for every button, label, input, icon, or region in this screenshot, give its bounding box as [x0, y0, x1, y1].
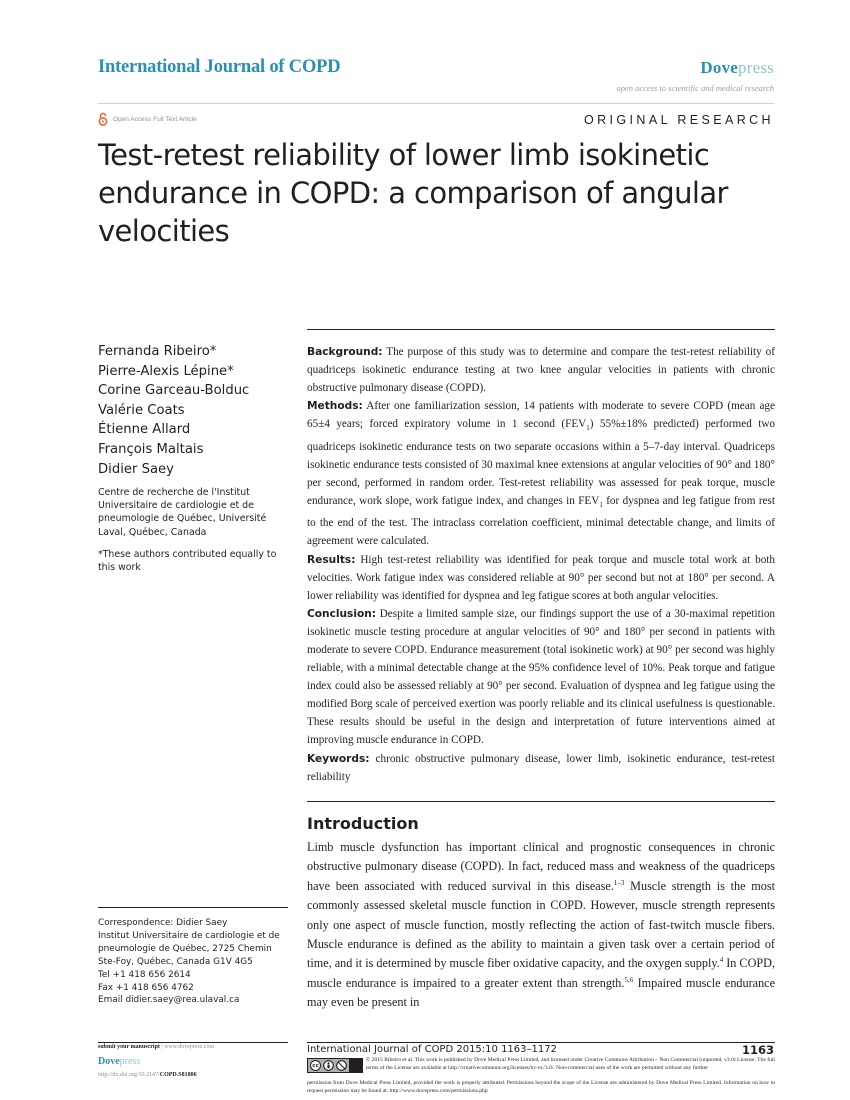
- author[interactable]: Didier Saey: [98, 461, 174, 477]
- introduction-heading: Introduction: [307, 814, 419, 833]
- footer-publisher-logo[interactable]: [98, 1056, 140, 1067]
- open-access-label: Open Access Full Text Article: [113, 115, 197, 123]
- article-type: ORIGINAL RESEARCH: [583, 113, 774, 127]
- results-label: Results:: [307, 553, 356, 566]
- license-text: © 2015 Ribeiro et al. This work is published by Dove Medical Press Limited, and licensed under Creative Commons Attribution – Non Commercial (unported, v3.0) License. The full terms of the License are available at http://creativecommons.org/licenses/by-nc/3.0/. Non-commercial uses of the work are permitted without any further: [366, 1057, 775, 1071]
- intro-text: Muscle strength is the most commonly assessed skeletal muscle function in COPD. However, muscle strength represents only one aspect of muscle function, mostly reflecting the action of fast-twitch muscle fibers. Muscle endurance is defined as the ability to maintain a given task over a certain period of time, and it is determined by muscle fiber oxidative capacity, and the oxygen supply.: [307, 878, 775, 971]
- journal-name[interactable]: International Journal of COPD: [98, 57, 341, 77]
- cc-icon: cc: [310, 1060, 321, 1071]
- correspondence-line: Fax +1 418 656 4762: [98, 982, 194, 993]
- methods-subscript: 1: [599, 501, 603, 510]
- abstract-keywords: [307, 750, 775, 786]
- author[interactable]: Fernanda Ribeiro*: [98, 344, 217, 359]
- open-access-lock-icon: [98, 112, 108, 126]
- keywords-label: Keywords:: [307, 752, 370, 765]
- correspondence-line: Tel +1 418 656 2614: [98, 969, 191, 980]
- footer-left-divider: [98, 1042, 288, 1043]
- article-title: Test-retest reliability of lower limb isokinetic endurance in COPD: a comparison of angular velocities: [98, 138, 728, 248]
- author[interactable]: François Maltais: [98, 441, 204, 457]
- correspondence-block: [98, 917, 290, 1007]
- publisher-logo[interactable]: [700, 58, 774, 78]
- results-text: High test-retest reliability was identified for peak torque and muscle total work at both velocities. Work fatigue index was considered reliable at 90° per second but not at 180° per second. A lower reliability was identified for dyspnea and leg fatigue scores at both angular velocities.: [307, 553, 776, 602]
- doi-link[interactable]: [98, 1072, 197, 1078]
- abstract-top-divider: [307, 329, 775, 330]
- correspondence-line: pneumologie de Québec, 2725 Chemin: [98, 943, 272, 954]
- author[interactable]: Pierre-Alexis Lépine*: [98, 363, 234, 379]
- intro-text: In COPD, muscle endurance is impaired to a greater extent than strength.: [307, 956, 775, 990]
- background-text: The purpose of this study was to determine and compare the test-retest reliability of quadriceps isokinetic endurance testing at two knee angular velocities in patients with chronic obstructive pulmonary disease (COPD).: [307, 346, 775, 395]
- methods-text: ) 55%±18% predicted) performed two quadriceps isokinetic endurance tests on two separate occasions within a 5–7-day interval. Quadriceps isokinetic endurance tests consisted of 30 maximal knee extensions at angular velocities of 90° and 180° per second, performed in random order. Test-retest reliability was assessed for peak torque, muscle endurance, work slope, work fatigue index, and changes in FEV: [307, 418, 775, 507]
- introduction-text: [307, 838, 775, 1013]
- citation-ref[interactable]: 5,6: [624, 975, 634, 984]
- background-label: Background:: [307, 346, 383, 358]
- conclusion-text: Despite a limited sample size, our findings support the use of a 30-maximal repetition isokinetic muscle testing procedure at angular velocities of 90° and 180° per second in patients with moderate to severe COPD. Endurance measurement (total isokinetic work) at 90° per second was highly reliable, with a minimal detectable change at the 95% confidence level of 10%. Peak torque and fatigue index could also be assessed reliably at 90° per second. Evaluation of dyspnea and leg fatigue using the modified Borg scale of perceived exertion was poorly reliable and its clinical usefulness is questionable. These results should be useful in the design and interpretation of future interventions aimed at improving muscle endurance in COPD.: [307, 607, 776, 747]
- author[interactable]: Valérie Coats: [98, 402, 185, 418]
- correspondence-divider: [98, 907, 288, 908]
- author-list: [98, 342, 249, 479]
- submit-label: submit your manuscript: [98, 1044, 160, 1050]
- journal-citation: International Journal of COPD 2015:10 1163–1172: [307, 1044, 557, 1055]
- abstract-methods: [307, 397, 775, 550]
- conclusion-label: Conclusion:: [307, 607, 377, 620]
- affiliation: Centre de recherche de l'Institut Universitaire de cardiologie et de pneumologie de Québec, Université Laval, Québec, Canada: [98, 487, 267, 538]
- doi-url: http://dx.doi.org/10.2147/: [98, 1072, 160, 1078]
- page-number: 1163: [741, 1043, 774, 1057]
- attribution-icon: [323, 1060, 334, 1071]
- abstract-background: [307, 343, 775, 397]
- citation-ref[interactable]: 1–3: [613, 878, 625, 887]
- correspondence-line: Ste-Foy, Québec, Canada G1V 4G5: [98, 956, 253, 967]
- abstract-conclusion: [307, 605, 775, 750]
- non-commercial-icon: [336, 1060, 347, 1071]
- contribution-note: *These authors contributed equally to this work: [98, 549, 277, 574]
- publisher-tagline: open access to scientific and medical research: [616, 83, 774, 93]
- license-text-continued: permission from Dove Medical Press Limited, provided the work is properly attributed. Permissions beyond the scope of the License are administered by Dove Medical Press Limited. Information on how to request permission may be found at: http://www.dovepress.com/permissions.php: [307, 1080, 775, 1094]
- doi-id: COPD.S81806: [159, 1072, 197, 1078]
- author[interactable]: Étienne Allard: [98, 422, 191, 438]
- methods-text: for dyspnea and leg fatigue from rest to the end of the test. The intraclass correlation coefficient, minimal detectable change, and limits of agreement were calculated.: [307, 494, 775, 548]
- cc-strip: [349, 1059, 362, 1072]
- submit-manuscript-link[interactable]: [98, 1044, 214, 1050]
- correspondence-email[interactable]: Email didier.saey@rea.ulaval.ca: [98, 995, 240, 1006]
- methods-subscript: 1: [586, 424, 590, 433]
- brand-part2: press: [738, 58, 774, 77]
- footer-brand-part2: press: [119, 1056, 141, 1067]
- open-access-badge: [98, 112, 197, 126]
- abstract-results: [307, 551, 775, 605]
- brand-part1: Dove: [700, 58, 739, 77]
- intro-text: Impaired muscle endurance may even be present in: [307, 975, 775, 1010]
- abstract: [307, 343, 775, 786]
- methods-label: Methods:: [307, 400, 363, 413]
- creative-commons-badge[interactable]: [307, 1058, 363, 1073]
- correspondence-line: Institut Universitaire de cardiologie et de: [98, 930, 280, 941]
- header-divider: [98, 103, 774, 104]
- author[interactable]: Corine Garceau-Bolduc: [98, 383, 250, 399]
- footer-right-divider: [307, 1042, 775, 1043]
- abstract-bottom-divider: [307, 801, 775, 802]
- footer-brand-part1: Dove: [98, 1056, 120, 1067]
- correspondence-label: Correspondence: Didier Saey: [98, 918, 228, 928]
- submit-separator: |: [159, 1044, 165, 1050]
- methods-text: After one familiarization session, 14 patients with moderate to severe COPD (mean age 65±4 years; forced expiratory volume in 1 second (FEV: [307, 400, 775, 431]
- intro-text: Limb muscle dysfunction has important clinical and prognostic consequences in chronic obstructive pulmonary disease (COPD). In fact, reduced mass and weakness of the quadriceps have been associated with reduced survival in this disease.: [307, 840, 775, 893]
- submit-url[interactable]: www.dovepress.com: [164, 1044, 215, 1050]
- citation-ref[interactable]: 4: [719, 956, 724, 965]
- keywords-text: chronic obstructive pulmonary disease, lower limb, isokinetic endurance, test-retest reliability: [307, 752, 776, 783]
